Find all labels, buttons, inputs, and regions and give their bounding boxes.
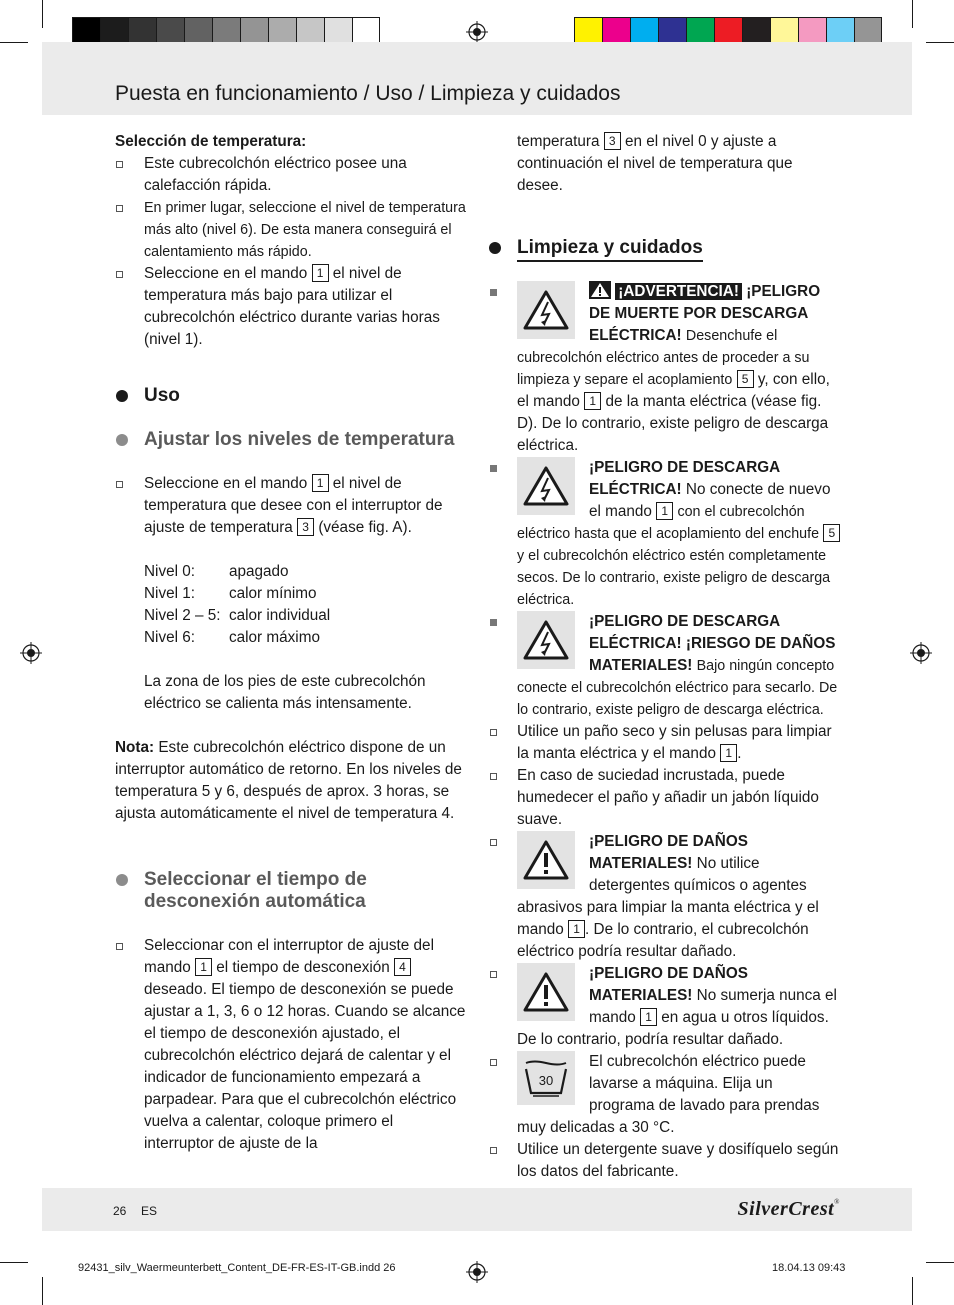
warning-title: ¡PELIGRO DE DAÑOS MATERIALES!	[589, 965, 748, 1004]
level-row	[144, 583, 467, 605]
paragraph-text: en el nivel 0 y ajuste a continuación el nivel de temperatura que desee.	[517, 133, 793, 194]
bullet-dot-icon	[116, 434, 128, 446]
heading-text: Seleccionar el tiempo de desconexión automática	[144, 869, 367, 912]
crop-mark	[912, 1277, 913, 1305]
list-item-text: .	[737, 745, 742, 762]
warning-block	[517, 457, 842, 611]
warning-title: ¡PELIGRO DE DESCARGA ELÉCTRICA! ¡RIESGO DE DAÑOS MATERIALES!	[589, 613, 836, 674]
part-number-ref: 5	[737, 370, 754, 388]
list-item-text: En caso de suciedad incrustada, puede humedecer el paño y añadir un jabón líquido suave.	[517, 767, 819, 828]
wash-temperature-label: 30	[538, 1073, 554, 1088]
crop-mark	[912, 0, 913, 28]
level-value: calor individual	[229, 607, 331, 624]
checkbox-bullet-icon	[116, 481, 123, 488]
list-item-text: En primer lugar, seleccione el nivel de temperatura más alto (nivel 6). De esta manera conseguirá el calentamiento más rápido.	[144, 200, 466, 260]
registration-mark-icon	[20, 642, 42, 664]
level-row	[144, 605, 467, 627]
checkbox-bullet-icon	[116, 205, 123, 212]
page-title: Puesta en funcionamiento / Uso / Limpieza y cuidados	[115, 82, 621, 105]
temperature-levels-list	[115, 561, 467, 715]
list-item-text: (véase fig. A).	[318, 519, 412, 536]
warning-block	[517, 963, 842, 1051]
section-heading-limpieza	[488, 237, 842, 259]
list-item-text: el nivel de temperatura más bajo para utilizar el cubrecolchón eléctrico durante varias horas (nivel 1).	[144, 265, 440, 348]
electric-shock-warning-icon	[517, 611, 575, 669]
list-item-text: el nivel de temperatura que desee con el interruptor de ajuste de temperatura	[144, 475, 443, 536]
warning-block	[517, 611, 842, 721]
part-number-ref: 3	[604, 132, 621, 150]
list-item-text: el tiempo de desconexión	[216, 959, 390, 976]
list-item	[517, 1139, 842, 1183]
warning-block	[517, 281, 842, 457]
warning-text: No utilice detergentes químicos o agentes abrasivos para limpiar la manta eléctrica y el mando	[517, 855, 819, 938]
level-key: Nivel 1:	[144, 585, 196, 602]
list-item	[115, 473, 467, 539]
heading-text: Uso	[144, 385, 180, 406]
wash-text: El cubrecolchón eléctrico puede lavarse a máquina. Elija un programa de lavado para prendas muy delicadas a 30 °C.	[517, 1053, 820, 1136]
part-number-ref: 1	[312, 264, 329, 282]
part-number-ref: 3	[297, 518, 314, 536]
level-key: Nivel 6:	[144, 629, 196, 646]
level-row	[144, 561, 467, 583]
checkbox-bullet-icon	[490, 1059, 497, 1066]
language-code: ES	[141, 1204, 158, 1218]
electric-shock-warning-icon	[517, 457, 575, 515]
section-heading-uso	[115, 385, 467, 407]
checkbox-bullet-icon	[490, 773, 497, 780]
warning-text: en agua u otros líquidos. De lo contrario, podría resultar dañado.	[517, 1009, 829, 1048]
part-number-ref: 1	[720, 744, 737, 762]
crop-mark	[42, 1277, 43, 1305]
warning-title: ¡PELIGRO DE DAÑOS MATERIALES!	[589, 833, 748, 872]
warning-text: No conecte de nuevo el mando	[589, 481, 831, 520]
note-label: Nota:	[115, 739, 155, 756]
level-value: calor máximo	[229, 629, 320, 646]
level-value: apagado	[229, 563, 289, 580]
warning-text: Desenchufe el cubrecolchón eléctrico antes de proceder a su limpieza y separe el acoplamiento	[517, 328, 810, 388]
note-paragraph	[115, 737, 467, 825]
caution-warning-icon	[517, 831, 575, 889]
warning-text: y, con ello, el mando	[517, 371, 830, 410]
list-item	[115, 935, 467, 1155]
silvercrest-logo	[738, 1198, 840, 1221]
part-number-ref: 1	[656, 502, 673, 520]
checkbox-bullet-icon	[490, 1147, 497, 1154]
warning-triangle-icon	[589, 281, 611, 299]
registration-mark-icon	[466, 1261, 488, 1283]
square-bullet-icon	[490, 619, 497, 626]
list-item-text: Seleccione en el mando	[144, 265, 308, 282]
warning-text: . De lo contrario, el cubrecolchón eléctrico podría resultar dañado.	[517, 921, 809, 960]
checkbox-bullet-icon	[490, 729, 497, 736]
part-number-ref: 1	[584, 392, 601, 410]
section-heading-seleccionar	[115, 869, 467, 913]
list-item-text: Seleccionar con el interruptor de ajuste del mando	[144, 937, 434, 976]
registration-mark-icon	[466, 21, 488, 43]
crop-mark	[926, 1262, 954, 1263]
part-number-ref: 5	[823, 524, 840, 542]
part-number-ref: 1	[640, 1008, 657, 1026]
crop-mark	[0, 1262, 28, 1263]
warning-text: No sumerja nunca el mando	[589, 987, 837, 1026]
caution-warning-icon	[517, 963, 575, 1021]
checkbox-bullet-icon	[490, 971, 497, 978]
list-item-text: Utilice un detergente suave y dosifíquelo según los datos del fabricante.	[517, 1141, 839, 1180]
checkbox-bullet-icon	[116, 271, 123, 278]
foot-zone-note: La zona de los pies de este cubrecolchón eléctrico se calienta más intensamente.	[144, 673, 426, 712]
paragraph-text: temperatura	[517, 133, 600, 150]
part-number-ref: 1	[568, 920, 585, 938]
brand-name: SilverCrest	[737, 1198, 835, 1220]
left-column	[115, 131, 467, 1155]
level-key: Nivel 0:	[144, 563, 196, 580]
page-footer	[42, 1188, 912, 1231]
warning-block	[517, 831, 842, 963]
registration-mark-icon	[910, 642, 932, 664]
indd-file-slug: 92431_silv_Waermeunterbett_Content_DE-FR-ES-IT-GB.indd 26	[78, 1262, 396, 1274]
level-row	[144, 627, 467, 649]
part-number-ref: 4	[394, 958, 411, 976]
bullet-dot-icon	[116, 874, 128, 886]
level-value: calor mínimo	[229, 585, 317, 602]
heading-text: Limpieza y cuidados	[517, 237, 703, 262]
list-item-text: deseado. El tiempo de desconexión se puede ajustar a 1, 3, 6 o 12 horas. Cuando se alcance el tiempo de desconexión ajustado, el cubrecolchón eléctrico dejará de calentar y el indicador de funcionamiento empezará a parpadear. Para que el cubrecolchón eléctrico vuelva a calentar, coloque primero el interruptor de ajuste de la	[144, 981, 466, 1152]
checkbox-bullet-icon	[116, 161, 123, 168]
heading-text: Ajustar los niveles de temperatura	[144, 429, 455, 450]
bullet-dot-icon	[489, 242, 501, 254]
electric-shock-warning-icon	[517, 281, 575, 339]
list-item	[517, 765, 842, 831]
level-key: Nivel 2 – 5:	[144, 607, 221, 624]
page-header	[42, 42, 912, 115]
warning-title: ¡PELIGRO DE DESCARGA ELÉCTRICA!	[589, 459, 780, 498]
temperature-selection-heading: Selección de temperatura:	[115, 133, 307, 150]
right-column	[517, 131, 842, 1183]
square-bullet-icon	[490, 465, 497, 472]
note-text: Este cubrecolchón eléctrico dispone de un interruptor automático de retorno. En los niveles de temperatura 5 y 6, después de aprox. 3 horas, se ajusta automáticamente el nivel de temperatura 4.	[115, 739, 462, 822]
print-date-slug: 18.04.13 09:43	[772, 1262, 846, 1274]
checkbox-bullet-icon	[116, 943, 123, 950]
list-item	[115, 263, 467, 351]
registered-mark: ®	[834, 1198, 840, 1206]
warning-text: de la manta eléctrica (véase fig. D). De lo contrario, existe peligro de descarga eléctrica.	[517, 393, 829, 454]
bullet-dot-icon	[116, 390, 128, 402]
checkbox-bullet-icon	[490, 839, 497, 846]
list-item	[115, 197, 467, 263]
section-heading-ajustar	[115, 429, 467, 451]
wash-30-icon	[517, 1051, 575, 1105]
wash-instruction-block	[517, 1051, 842, 1139]
warning-text: y el cubrecolchón eléctrico estén completamente secos. De lo contrario, existe peligro de descarga eléctrica.	[517, 548, 831, 608]
list-item-text: Seleccione en el mando	[144, 475, 308, 492]
part-number-ref: 1	[195, 958, 212, 976]
page-number: 26	[113, 1204, 127, 1218]
square-bullet-icon	[490, 289, 497, 296]
warning-text: con el cubrecolchón eléctrico hasta que el acoplamiento del enchufe	[517, 504, 820, 542]
list-item	[115, 153, 467, 197]
continued-paragraph	[517, 131, 842, 197]
crop-mark	[42, 0, 43, 28]
list-item-text: Utilice un paño seco y sin pelusas para limpiar la manta eléctrica y el mando	[517, 723, 832, 762]
crop-mark	[926, 42, 954, 43]
crop-mark	[0, 42, 28, 43]
warning-badge: ¡ADVERTENCIA!	[615, 283, 742, 300]
list-item	[517, 721, 842, 765]
part-number-ref: 1	[312, 474, 329, 492]
list-item-text: Este cubrecolchón eléctrico posee una calefacción rápida.	[144, 155, 407, 194]
warning-text: Bajo ningún concepto conecte el cubrecolchón eléctrico para secarlo. De lo contrario, existe peligro de descarga eléctrica.	[517, 658, 838, 718]
warning-title: ¡PELIGRO DE MUERTE POR DESCARGA ELÉCTRICA!	[589, 283, 821, 344]
